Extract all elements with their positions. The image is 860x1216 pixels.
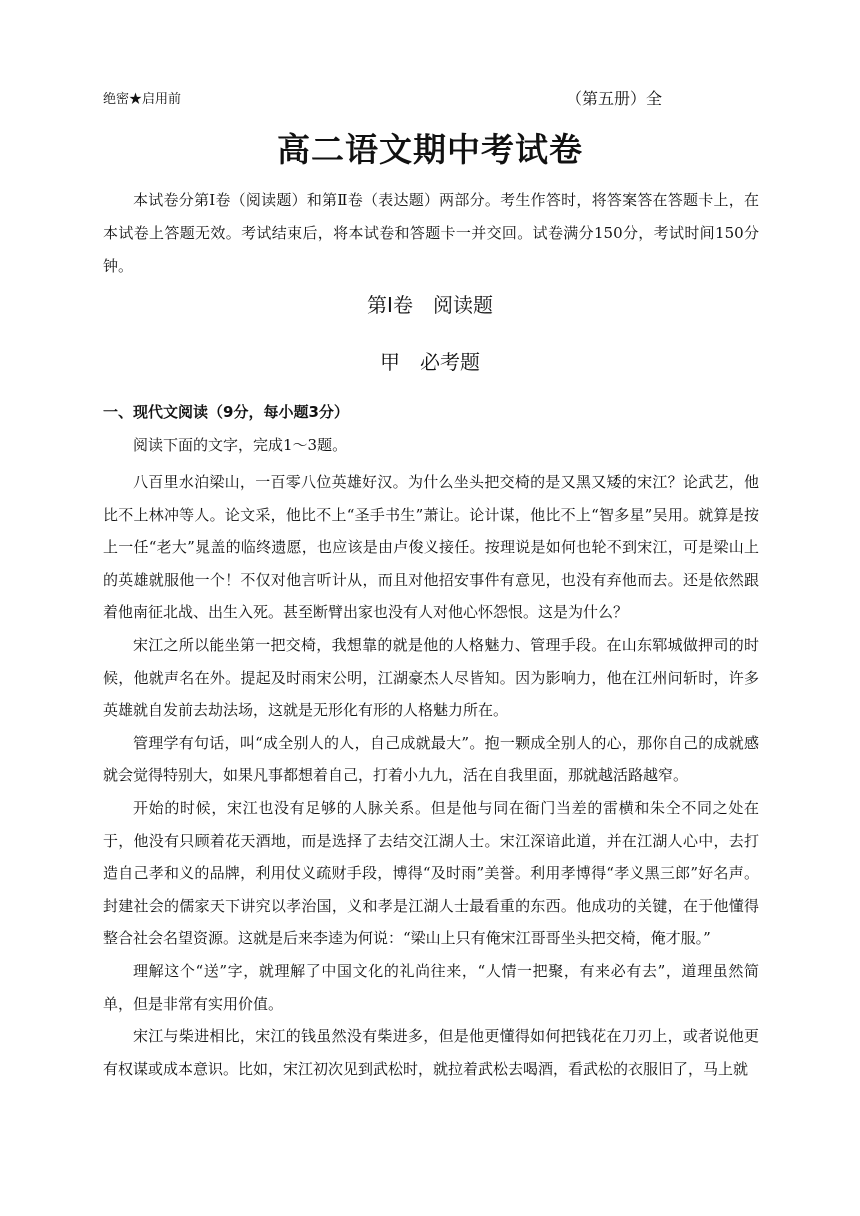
reading-passage — [103, 466, 759, 1085]
section-subtitle: 甲 必考题 — [380, 350, 480, 374]
passage-paragraph: 宋江与柴进相比，宋江的钱虽然没有柴进多，但是他更懂得如何把钱花在刀刃上，或者说他更有权谋或成本意识。比如，宋江初次见到武松时，就拉着武松去喝酒，看武松的衣服旧了，马上就 — [103, 1027, 759, 1078]
exam-intro: 本试卷分第Ⅰ卷（阅读题）和第Ⅱ卷（表达题）两部分。考生作答时，将答案答在答题卡上，在本试卷上答题无效。考试结束后，将本试卷和答题卡一并交回。试卷满分150分，考试时间150分钟。 — [103, 191, 759, 275]
section-title: 第Ⅰ卷 阅读题 — [367, 293, 493, 317]
secret-label: 绝密★启用前 — [103, 92, 182, 107]
question-heading: 一、现代文阅读（9分，每小题3分） — [103, 403, 349, 421]
volume-label: （第五册）全 — [566, 89, 663, 108]
passage-paragraph: 理解这个“送”字，就理解了中国文化的礼尚往来，“人情一把聚，有来必有去”，道理虽然简单，但是非常有实用价值。 — [103, 961, 759, 1013]
question-instruction: 阅读下面的文字，完成1～3题。 — [133, 436, 348, 454]
page-title: 高二语文期中考试卷 — [277, 130, 583, 169]
passage-paragraph: 八百里水泊梁山，一百零八位英雄好汉。为什么坐头把交椅的是又黑又矮的宋江？论武艺，他比不上林冲等人。论文采，他比不上“圣手书生”萧让。论计谋，他比不上“智多星”吴用。就算是按上一任“老大”晁盖的临终遗愿，也应该是由卢俊义接任。按理说是如何也轮不到宋江，可是梁山上的英雄就服他一个！不仅对他言听计从，而且对他招安事件有意见，也没有弃他而去。还是依然跟着他南征北战、出生入死。甚至断臂出家也没有人对他心怀怨恨。这是为什么？ — [103, 473, 759, 622]
passage-paragraph: 开始的时候，宋江也没有足够的人脉关系。但是他与同在衙门当差的雷横和朱仝不同之处在于，他没有只顾着花天酒地，而是选择了去结交江湖人士。宋江深谙此道，并在江湖人心中，去打造自己孝和义的品牌，利用仗义疏财手段，博得“及时雨”美誉。利用孝博得“孝义黑三郎”好名声。封建社会的儒家天下讲究以孝治国，义和孝是江湖人士最看重的东西。他成功的关键，在于他懂得整合社会名望资源。这就是后来李逵为何说：“梁山上只有俺宋江哥哥坐头把交椅，俺才服。” — [103, 798, 759, 948]
passage-paragraph: 管理学有句话，叫“成全别人的人，自己成就最大”。抱一颗成全别人的心，那你自己的成就感就会觉得特别大，如果凡事都想着自己，打着小九九，活在自我里面，那就越活路越窄。 — [103, 733, 759, 785]
passage-paragraph: 宋江之所以能坐第一把交椅，我想靠的就是他的人格魅力、管理手段。在山东郓城做押司的时候，他就声名在外。提起及时雨宋公明，江湖豪杰人尽皆知。因为影响力，他在江州问斩时，许多英雄就自发前去劫法场，这就是无形化有形的人格魅力所在。 — [103, 635, 759, 720]
